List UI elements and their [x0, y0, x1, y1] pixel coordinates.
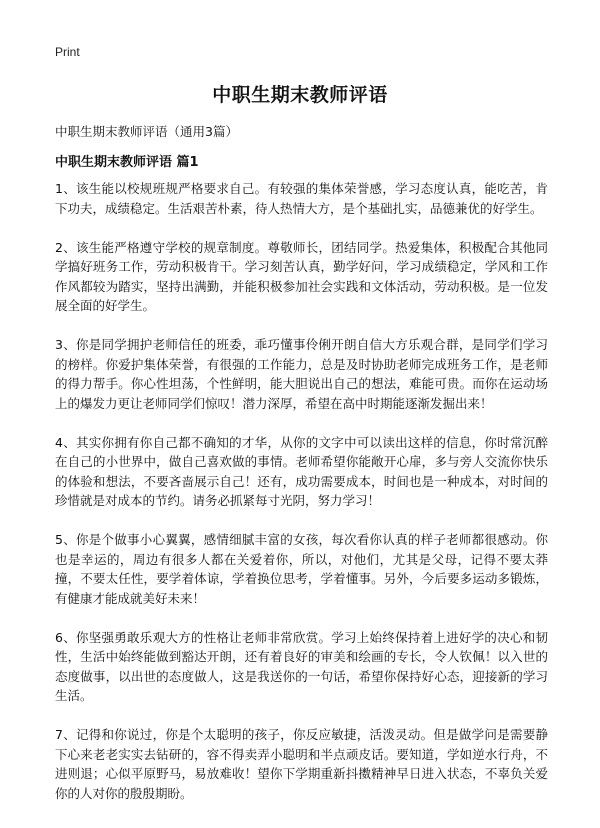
paragraph-6: 6、你坚强勇敢乐观大方的性格让老师非常欣赏。学习上始终保持着上进好学的决心和韧性，生活中始终能做到豁达开朗，还有着良好的审美和绘画的专长，令人钦佩！以入世的态度做事，以出世的态度做人，这是我送你的一句话，希望你保持好心态，迎接新的学习生活。: [55, 629, 548, 703]
paragraph-1: 1、该生能以校规班规严格要求自己。有较强的集体荣誉感，学习态度认真，能吃苦，肯下功夫，成绩稳定。生活艰苦朴素，待人热情大方，是个基础扎实，品德兼优的好学生。: [55, 181, 548, 216]
print-link[interactable]: Print: [55, 45, 80, 59]
paragraph-4: 4、其实你拥有你自己都不确知的才华，从你的文字中可以读出这样的信息，你时常沉醉在自己的小世界中，做自己喜欢做的事情。老师希望你能敞开心扉，多与旁人交流你快乐的体验和想法，不要吝啬展示自己！还有，成功需要成本，时间也是一种成本，对时间的珍惜就是对成本的节约。请务必抓紧每寸光阴，努力学习！: [55, 434, 548, 508]
paragraph-7: 7、记得和你说过，你是个太聪明的孩子，你反应敏捷，活泼灵动。但是做学问是需要静下心来老老实实去钻研的，容不得卖弄小聪明和半点顽皮话。要知道，学如逆水行舟，不进则退；心似平原野马，易放难收！望你下学期重新抖擞精神早日进入状态，不辜负关爱你的人对你的殷殷期盼。: [55, 727, 548, 801]
paragraph-5: 5、你是个做事小心翼翼，感情细腻丰富的女孩，每次看你认真的样子老师都很感动。你也是幸运的，周边有很多人都在关爱着你，所以，对他们，尤其是父母，记得不要太莽撞，不要太任性，要学着体谅，学着换位思考，学着懂事。另外，今后要多运动多锻炼，有健康才能成就美好未来！: [55, 532, 548, 606]
page-title: 中职生期末教师评语: [212, 84, 388, 106]
paragraph-2: 2、该生能严格遵守学校的规章制度。尊敬师长，团结同学。热爱集体，积极配合其他同学搞好班务工作，劳动积极肯干。学习刻苦认真，勤学好问，学习成绩稳定，学风和工作作风都较为踏实，坚持出满勤，并能积极参加社会实践和文体活动，劳动积极。是一位发展全面的好学生。: [55, 239, 548, 313]
section-heading: 中职生期末教师评语 篇1: [55, 155, 199, 170]
document-subtitle: 中职生期末教师评语（通用3篇）: [55, 124, 238, 139]
paragraph-3: 3、你是同学拥护老师信任的班委，乖巧懂事伶俐开朗自信大方乐观合群，是同学们学习的榜样。你爱护集体荣誉，有很强的工作能力，总是及时协助老师完成班务工作，是老师的得力帮手。你心性坦荡，个性鲜明，能大胆说出自己的想法，难能可贵。而你在运动场上的爆发力更让老师同学们惊叹！潜力深厚，希望在高中时期能逐渐发掘出来！: [55, 337, 548, 411]
document-body: [55, 179, 548, 823]
